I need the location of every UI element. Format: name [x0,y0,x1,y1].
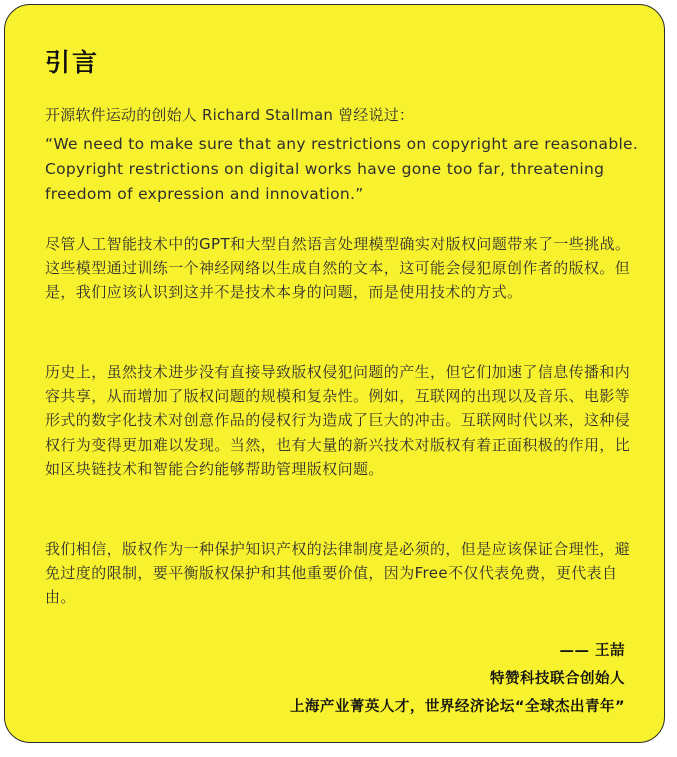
quote-text: “We need to make sure that any restrictions on copyright are reasonable. Copyright restrictions on digital works have gone too far, threatening freedom of expression and innovation.” [45,135,639,203]
preface-card [4,4,665,743]
paragraph-1: 尽管人工智能技术中的GPT和大型自然语言处理模型确实对版权问题带来了一些挑战。这些模型通过训练一个神经网络以生成自然的文本，这可能会侵犯原创作者的版权。但是，我们应该认识到这并不是技术本身的问题，而是使用技术的方式。 [45,235,631,302]
signature-role: 特赞科技联合创始人 [490,671,625,687]
paragraph-2: 历史上，虽然技术进步没有直接导致版权侵犯问题的产生，但它们加速了信息传播和内容共享，从而增加了版权问题的规模和复杂性。例如，互联网的出现以及音乐、电影等形式的数字化技术对创意作品的侵权行为造成了巨大的冲击。互联网时代以来，这种侵权行为变得更加难以发现。当然，也有大量的新兴技术对版权有着正面积极的作用，比如区块链技术和智能合约能够帮助管理版权问题。 [45,363,631,478]
paragraph-3: 我们相信，版权作为一种保护知识产权的法律制度是必须的，但是应该保证合理性，避免过度的限制，要平衡版权保护和其他重要价值，因为Free不仅代表免费，更代表自由。 [45,540,631,607]
intro-line: 开源软件运动的创始人 Richard Stallman 曾经说过： [45,106,415,124]
signature-author: —— 王喆 [559,643,625,659]
section-title: 引言 [45,48,100,77]
signature-honor: 上海产业菁英人才，世界经济论坛“全球杰出青年” [289,699,625,715]
